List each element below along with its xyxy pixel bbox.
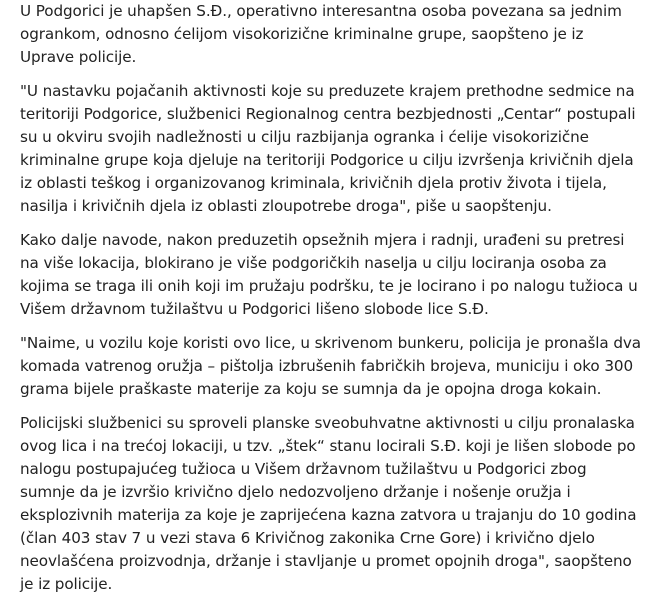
article-paragraph-2: "U nastavku pojačanih aktivnosti koje su preduzete krajem prethodne sedmice na teritoriji Podgorice, službenici Regionalnog centra bezbjednosti „Centar“ postupali su u okviru svojih nadležnosti u cilju razbijanja ogranka i ćelije visokorizične kriminalne grupe koja djeluje na teritoriji Podgorice u cilju izvršenja krivičnih djela iz oblasti teškog i organizovanog kriminala, krivičnih djela protiv života i tijela, nasilja i krivičnih djela iz oblasti zloupotrebe droga", piše u saopštenju. — [20, 82, 636, 215]
article-paragraph-5: Policijski službenici su sproveli planske sveobuhvatne aktivnosti u cilju pronalaska ovog lica i na trećoj lokaciji, u tzv. „štek“ stanu locirali S.Đ. koji je lišen slobode po nalogu postupajućeg tužioca u Višem državnom tužilaštvu u Podgorici zbog sumnje da je izvršio krivično djelo nedozvoljeno držanje i nošenje oružja i eksplozivnih materija za koje je zaprijećena kazna zatvora u trajanju do 10 godina (član 403 stav 7 u vezi stava 6 Krivičnog zakonika Crne Gore) i krivično djelo neovlašćena proizvodnja, držanje i stavljanje u promet opojnih droga", saopšteno je iz policije. — [20, 414, 637, 593]
article-paragraph-4: "Naime, u vozilu koje koristi ovo lice, u skrivenom bunkeru, policija je pronašla dva komada vatrenog oružja – pištolja izbrušenih fabričkih brojeva, municiju i oko 300 grama bijele praškaste materije za koju se sumnja da je opojna droga kokain. — [20, 334, 641, 398]
article-body — [20, 0, 642, 607]
article-paragraph-1: U Podgorici je uhapšen S.Đ., operativno interesantna osoba povezana sa jednim ogrankom, odnosno ćelijom visokorizične kriminalne grupe, saopšteno je iz Uprave policije. — [20, 2, 622, 66]
article-paragraph-3: Kako dalje navode, nakon preduzetih opsežnih mjera i radnji, urađeni su pretresi na više lokacija, blokirano je više podgoričkih naselja u cilju lociranja osoba za kojima se traga ili onih koji im pružaju podršku, te je locirano i po nalogu tužioca u Višem državnom tužilaštvu u Podgorici lišeno slobode lice S.Đ. — [20, 231, 638, 318]
